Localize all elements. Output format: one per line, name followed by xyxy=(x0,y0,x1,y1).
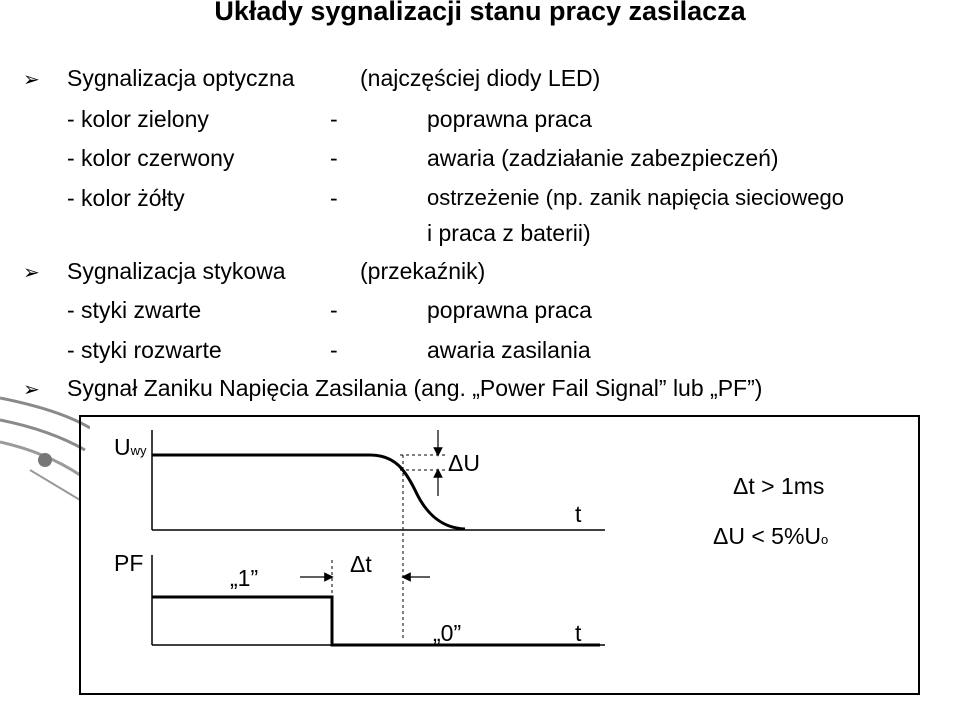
optical-note: (najczęściej diody LED) xyxy=(360,65,601,91)
pfs-heading: Sygnał Zaniku Napięcia Zasilania (ang. „Power Fail Signal” lub „PF”) xyxy=(67,375,763,401)
green-meaning: poprawna praca xyxy=(427,106,592,132)
condition-delta-t: Δt > 1ms xyxy=(733,473,825,499)
condition-delta-u: ΔU < 5%Uo xyxy=(713,523,829,549)
yellow-label: - kolor żółty xyxy=(67,185,185,211)
pf-waveform xyxy=(152,597,600,645)
bullet-contact-icon: ➢ xyxy=(23,262,40,284)
closed-meaning: poprawna praca xyxy=(427,297,592,323)
yellow-dash: - xyxy=(330,185,338,211)
pf-axis-label: PF xyxy=(114,550,144,576)
red-dash: - xyxy=(330,145,338,171)
closed-dash: - xyxy=(330,297,338,323)
page-title: Układy sygnalizacji stanu pracy zasilacza xyxy=(214,0,746,26)
low-level-label: „0” xyxy=(433,620,462,646)
delta-t-label: Δt xyxy=(350,551,372,577)
yellow-meaning-cont: i praca z baterii) xyxy=(427,220,591,246)
open-dash: - xyxy=(330,337,338,363)
time-label-top: t xyxy=(575,501,582,527)
open-label: - styki rozwarte xyxy=(67,337,222,363)
contact-note: (przekaźnik) xyxy=(360,258,486,284)
u-waveform xyxy=(152,455,465,529)
yellow-meaning: ostrzeżenie (np. zanik napięcia sieciowego xyxy=(427,185,845,210)
open-meaning: awaria zasilania xyxy=(427,337,591,363)
closed-label: - styki zwarte xyxy=(67,297,202,323)
green-label: - kolor zielony xyxy=(67,106,209,132)
high-level-label: „1” xyxy=(230,565,259,591)
delta-u-label: ΔU xyxy=(448,450,480,476)
bullet-optical-icon: ➢ xyxy=(23,69,40,91)
red-meaning: awaria (zadziałanie zabezpieczeń) xyxy=(427,145,779,171)
bullet-pfs-icon: ➢ xyxy=(23,379,40,401)
optical-heading: Sygnalizacja optyczna xyxy=(67,65,295,91)
u-axis-label: Uwy xyxy=(114,434,147,460)
green-dash: - xyxy=(330,106,338,132)
red-label: - kolor czerwony xyxy=(67,145,235,171)
contact-heading: Sygnalizacja stykowa xyxy=(67,258,286,284)
time-label-bottom: t xyxy=(575,620,582,646)
